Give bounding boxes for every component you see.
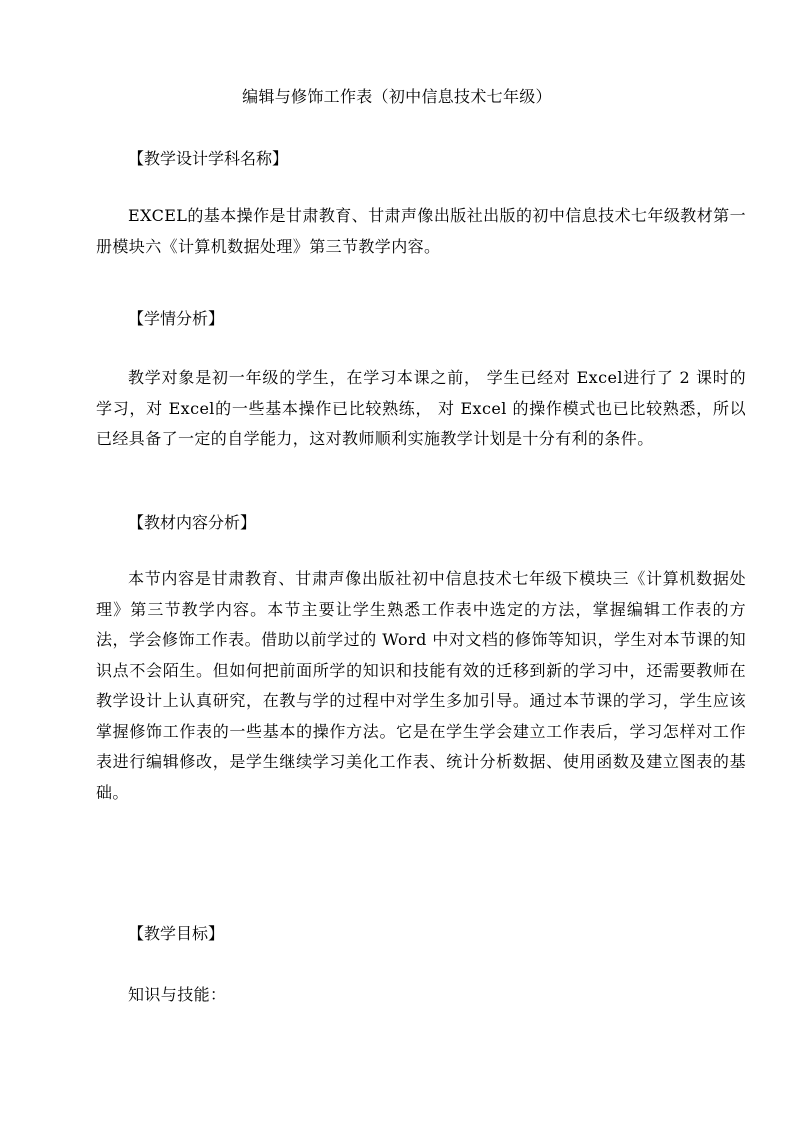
section-body-content-analysis: 本节内容是甘肃教育、甘肃声像出版社初中信息技术七年级下模块三《计算机数据处理》第三节教学内容。本节主要让学生熟悉工作表中选定的方法，掌握编辑工作表的方法，学会修饰工作表。借助以前学过的 Word 中对文档的修饰等知识，学生对本节课的知识点不会陌生。但如何把前面所学的知识和技能有效的迁移到新的学习中，还需要教师在教学设计上认真研究，在教与学的过程中对学生多加引导。通过本节课的学习，学生应该掌握修饰工作表的一些基本的操作方法。它是在学生学会建立工作表后，学习怎样对工作表进行编辑修改，是学生继续学习美化工作表、统计分析数据、使用函数及建立图表的基础。	[96, 569, 746, 802]
section-heading-content-analysis: 【教材内容分析】	[128, 513, 257, 532]
section-body-subject: EXCEL的基本操作是甘肃教育、甘肃声像出版社出版的初中信息技术七年级教材第一册模块六《计算机数据处理》第三节教学内容。	[96, 206, 746, 256]
section-heading-subject: 【教学设计学科名称】	[128, 149, 289, 168]
section-heading-objectives: 【教学目标】	[128, 924, 225, 943]
section-body-student-analysis: 教学对象是初一年级的学生，在学习本课之前， 学生已经对 Excel进行了 2 课时的学习，对 Excel的一些基本操作已比较熟练， 对 Excel 的操作模式也已比较熟悉，所以已经具备了一定的自学能力，这对教师顺利实施教学计划是十分有利的条件。	[96, 368, 746, 448]
section-heading-student-analysis: 【学情分析】	[128, 309, 225, 328]
document-title: 编辑与修饰工作表（初中信息技术七年级）	[242, 87, 552, 106]
section-body-objectives: 知识与技能：	[128, 985, 227, 1004]
